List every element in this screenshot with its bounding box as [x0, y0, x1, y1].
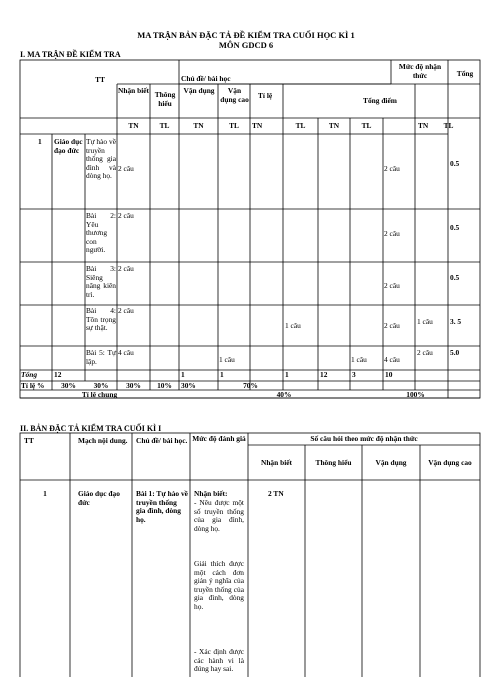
lesson-3-diem: 0.5 — [450, 273, 460, 282]
lesson-2-name: Bài 2: Yêu thương con người. — [86, 211, 116, 255]
tile-val-1: 30% — [61, 381, 76, 390]
spec-row-tt: 1 — [43, 489, 47, 498]
tl-3: TL — [295, 121, 306, 130]
matrix-header-chude: Chủ đề/ bài học — [181, 74, 231, 83]
tong-val-2: 1 — [181, 370, 185, 379]
tilechung-val-1: 40% — [276, 390, 292, 399]
topic-name: Giáo dục đạo đức — [54, 137, 83, 155]
lesson-4-tong-tl: 1 câu — [417, 317, 433, 326]
spec-header-vdc: Vận dụng cao — [428, 458, 472, 467]
spec-header-nb: Nhận biết — [260, 458, 292, 467]
lesson-1-diem: 0.5 — [450, 159, 460, 168]
lesson-4-tong-tn: 2 câu — [384, 321, 400, 330]
topic-number: 1 — [38, 137, 42, 146]
tn-1: TN — [128, 121, 139, 130]
tile-val-2: 30% — [93, 381, 109, 390]
spec-row-nb-count: 2 TN — [268, 489, 284, 498]
tl-1: TL — [159, 121, 170, 130]
lesson-5-name: Bài 5: Tự lập. — [86, 348, 116, 366]
lesson-5-extra-tl: 1 câu — [351, 355, 367, 364]
lesson-5-tong-tn: 4 câu — [384, 355, 400, 364]
spec-header-socau: Số câu hỏi theo mức độ nhận thức — [310, 434, 418, 443]
matrix-header-tongdiem: Tổng điểm — [363, 96, 397, 105]
tong-val-6: 3 — [352, 370, 356, 379]
matrix-header-tong: Tổng — [456, 69, 474, 78]
document-subtitle: MÔN GDCD 6 — [218, 40, 274, 50]
spec-header-mucdo: Mức độ đánh giá — [192, 434, 246, 443]
tl-5: TL — [443, 121, 454, 130]
lesson-5-diem: 5.0 — [450, 348, 460, 357]
spec-row-mach: Giáo dục đạo đức — [78, 489, 120, 507]
section-2-title: II. BẢN ĐẶC TẢ KIỂM TRA CUỐI KÌ I — [20, 424, 162, 433]
matrix-header-mucdo: Mức độ nhận thức — [398, 62, 442, 80]
document-title: MA TRẬN BẢN ĐẶC TẢ ĐỀ KIỂM TRA CUỐI HỌC KÌ 1 — [137, 30, 355, 40]
lesson-4-nb: 2 câu — [118, 306, 134, 315]
tl-4: TL — [361, 121, 372, 130]
tile-val-6: 70% — [243, 381, 258, 390]
tilechung-label: Tỉ lệ chung — [81, 390, 118, 399]
spec-row-nb-text1: - Nêu được một số truyền thống của gia đình, dòng họ. — [194, 498, 244, 533]
tn-5: TN — [418, 121, 429, 130]
matrix-header-vandungcao: Vận dụng cao — [220, 86, 249, 104]
tong-label: Tổng — [21, 370, 38, 379]
matrix-header-tt: TT — [95, 75, 105, 84]
matrix-header-tile: Tỉ lệ — [258, 91, 273, 100]
lesson-1-tong-tn: 2 câu — [384, 164, 400, 173]
lesson-5-tong-tl: 2 câu — [417, 348, 433, 357]
spec-header-mach: Mạch nội dung. — [78, 436, 128, 445]
lesson-3-tong-tn: 2 câu — [384, 281, 400, 290]
spec-header-vd: Vận dụng — [375, 458, 407, 467]
matrix-header-thonghieu: Thông hiểu — [154, 90, 176, 108]
tn-3: TN — [252, 121, 263, 130]
lesson-2-diem: 0.5 — [450, 223, 460, 232]
lesson-4-name: Bài 4: Tôn trọng sự thật. — [86, 306, 116, 333]
lesson-1-name: Tự hào về truyền thống gia đình và dòng họ. — [86, 137, 116, 181]
lesson-3-name: Bài 3: Siêng năng kiên trì. — [86, 264, 116, 299]
spec-row-nb-text3: - Xác định được các hành vi là đúng hay sai. — [194, 647, 244, 674]
tl-2: TL — [229, 121, 239, 130]
lesson-5-vd-tl: 1 câu — [219, 355, 235, 364]
spec-header-th: Thông hiểu — [315, 458, 352, 467]
spec-header-tt: TT — [24, 436, 34, 445]
section-1-title: I. MA TRẬN ĐỀ KIỂM TRA — [20, 50, 121, 59]
spec-header-chude: Chủ đề/ bài học. — [136, 436, 188, 445]
lesson-1-nb: 2 câu — [118, 164, 134, 173]
tile-val-3: 30% — [126, 381, 141, 390]
tile-label: Tỉ lệ % — [21, 381, 45, 390]
lesson-2-nb: 2 câu — [118, 211, 134, 220]
tn-2: TN — [193, 121, 204, 130]
lesson-4-tl1: 1 câu — [285, 321, 301, 330]
tong-val-7: 10 — [385, 370, 393, 379]
spec-row-chude: Bài 1: Tự hào về truyền thống gia đình, dòng họ. — [136, 489, 188, 524]
lesson-4-diem: 3. 5 — [450, 317, 462, 326]
matrix-header-vandung: Vận dụng — [183, 86, 215, 95]
lesson-3-nb: 2 câu — [118, 264, 134, 273]
tong-val-3: 1 — [220, 370, 224, 379]
spec-row-nb-text2: Giải thích được một cách đơn giản ý nghĩa của truyền thống của gia đình, dòng họ. — [194, 559, 244, 611]
lesson-5-nb: 4 câu — [118, 348, 134, 357]
tile-val-4: 10% — [157, 381, 172, 390]
tile-val-5: 30% — [181, 381, 196, 390]
tong-val-4: 1 — [285, 370, 289, 379]
spec-row-nb-title: Nhận biết: — [194, 489, 228, 498]
matrix-header-nhanbiet: Nhận biết — [118, 86, 150, 95]
tong-val-5: 12 — [320, 370, 328, 379]
tong-val-1: 12 — [54, 370, 62, 379]
lesson-2-tong-tn: 2 câu — [384, 229, 400, 238]
tn-4: TN — [328, 121, 340, 130]
tilechung-val-2: 100% — [406, 390, 425, 399]
